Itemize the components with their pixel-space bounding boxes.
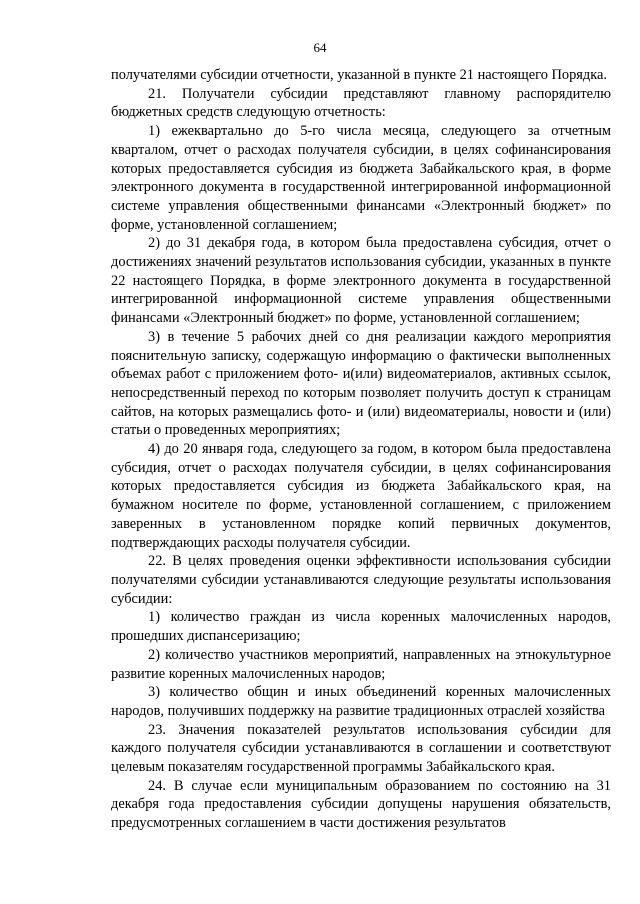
paragraph-item-22-3: 3) количество общин и иных объединений коренных малочисленных народов, получивших поддержку на развитие традиционных отраслей хозяйства bbox=[111, 684, 611, 719]
paragraph-item-22-2: 2) количество участников мероприятий, направленных на этнокультурное развитие коренных малочисленных народов; bbox=[111, 646, 611, 682]
paragraph-continuation: получателями субсидии отчетности, указанной в пункте 21 настоящего Порядка. bbox=[111, 67, 607, 83]
paragraph-item-22: 22. В целях проведения оценки эффективности использования субсидии получателями субсидии устанавливаются следующие результаты использования субсидии: bbox=[111, 553, 611, 607]
document-body bbox=[111, 66, 611, 833]
paragraph-item-21: 21. Получатели субсидии представляют главному распорядителю бюджетных средств следующую отчетность: bbox=[111, 85, 611, 121]
paragraph-item-21-2: 2) до 31 декабря года, в котором была предоставлена субсидия, отчет о достижениях значений результатов использования субсидии, указанных в пункте 22 настоящего Порядка, в форме электронного документа в государственной интегрированной информационной системе управления общественными финансами «Электронный бюджет» по форме, установленной соглашением; bbox=[111, 235, 611, 327]
paragraph-item-21-3: 3) в течение 5 рабочих дней со дня реализации каждого мероприятия пояснительную записку, содержащую информацию о фактически выполненных объемах работ с приложением фото- и(или) видеоматериалов, активных ссылок, непосредственный переход по которым позволяет получить доступ к страницам сайтов, на которых размещались фото- и (или) видеоматериалы, новости и (или) статьи о проведенных мероприятиях; bbox=[111, 328, 611, 439]
paragraph-item-24: 24. В случае если муниципальным образованием по состоянию на 31 декабря года предоставления субсидии допущены нарушения обязательств, предусмотренных соглашением в части достижения результатов bbox=[111, 777, 611, 832]
paragraph-item-21-1: 1) ежеквартально до 5-го числа месяца, следующего за отчетным кварталом, отчет о расходах получателя субсидии, в целях софинансирования которых предоставляется субсидия из бюджета Забайкальского края, в форме электронного документа в государственной интегрированной информационной системе управления общественными финансами «Электронный бюджет» по форме, установленной соглашением; bbox=[111, 123, 611, 233]
paragraph-item-23: 23. Значения показателей результатов использования субсидии для каждого получателя субсидии устанавливаются в соглашении и соответствуют целевым показателям государственной программы Забайкальского края. bbox=[111, 721, 611, 776]
page-number: 64 bbox=[313, 40, 327, 55]
paragraph-item-22-1: 1) количество граждан из числа коренных малочисленных народов, прошедших диспансеризацию; bbox=[111, 609, 611, 645]
paragraph-item-21-4: 4) до 20 января года, следующего за годом, в котором была предоставлена субсидия, отчет о расходах получателя субсидии, в целях софинансирования которых предоставляется субсидия из бюджета Забайкальского края, на бумажном носителе по форме, установленной соглашением, с приложением заверенных в установленном порядке копий первичных документов, подтверждающих расходы получателя субсидии. bbox=[111, 441, 611, 551]
